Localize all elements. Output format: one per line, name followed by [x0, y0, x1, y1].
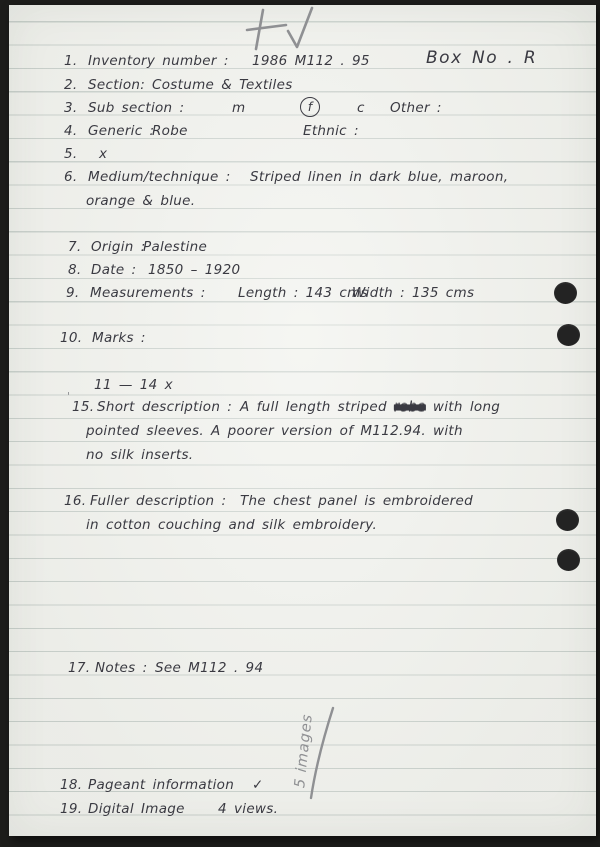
field-number: 7. [68, 239, 82, 255]
field-value: Costume & Textiles [152, 77, 293, 93]
field-value: x [99, 146, 108, 162]
field-label: Pageant information [88, 777, 235, 793]
ethnic-label: Ethnic : [303, 123, 359, 139]
field-number: 9. [66, 285, 80, 301]
field-value: Palestine [143, 239, 208, 255]
field-value: in cotton couching and silk embroidery. [86, 517, 378, 533]
field-number: 18. [60, 777, 83, 793]
field-sub-section [0, 97, 600, 119]
field-label: Notes : [95, 660, 148, 676]
field-label: Origin : [91, 239, 146, 255]
length-value: Length : 143 cms [238, 285, 368, 301]
field-value: pointed sleeves. A poorer version of M112.94. with [86, 423, 463, 439]
field-value: Robe [152, 123, 188, 139]
field-value: A full length striped robe with long [240, 399, 501, 415]
field-number: 10. [60, 330, 83, 346]
pre15-pencil-mark: ' [67, 390, 71, 403]
skipped-range-text: 11 — 14 x [94, 377, 173, 393]
hole-punch-dot [554, 282, 577, 304]
field-number: 1. [64, 53, 78, 69]
field-fuller-description [0, 490, 600, 512]
field-date [0, 259, 600, 281]
field-number: 15. [72, 399, 95, 415]
field-notes [0, 657, 600, 679]
field-number: 2. [64, 77, 78, 93]
hole-punch-dot [557, 324, 580, 346]
field-digital-image [0, 798, 600, 820]
field-label: Section: [88, 77, 146, 93]
field-value: 1850 – 1920 [148, 262, 241, 278]
hole-punch-dot [557, 549, 580, 571]
field-label: Date : [91, 262, 137, 278]
field-origin [0, 236, 600, 258]
field-label: Marks : [92, 330, 146, 346]
field-medium-technique-cont [0, 190, 600, 212]
field-label: Digital Image [88, 801, 185, 817]
width-value: Width : 135 cms [352, 285, 475, 301]
circled-option-f: f [300, 97, 320, 119]
field-number: 19. [60, 801, 83, 817]
field-label: Fuller description : [90, 493, 227, 509]
field-label: Sub section : [88, 100, 185, 116]
field-pageant-information [0, 774, 600, 796]
option-m: m [232, 100, 246, 116]
field-value: orange & blue. [86, 193, 196, 209]
field-number: 8. [68, 262, 82, 278]
field-measurements [0, 282, 600, 304]
field-medium-technique [0, 166, 600, 188]
field-value: 4 views. [218, 801, 279, 817]
field-label: Measurements : [90, 285, 206, 301]
field-value: 1986 M112 . 95 [252, 53, 370, 69]
strikethrough-word: robe [393, 399, 426, 415]
field-generic [0, 120, 600, 142]
field-number: 3. [64, 100, 78, 116]
field-number: 17. [68, 660, 91, 676]
field-short-description-cont2 [0, 444, 600, 466]
field-number: 16. [64, 493, 87, 509]
field-label: Medium/technique : [88, 169, 231, 185]
field-short-description-cont [0, 420, 600, 442]
field-value: Striped linen in dark blue, maroon, [250, 169, 509, 185]
field-number: 6. [64, 169, 78, 185]
field-inventory-number [0, 50, 600, 72]
box-number: Box No . R [426, 48, 538, 68]
other-label: Other : [390, 100, 442, 116]
field-marks [0, 327, 600, 349]
field-label: Inventory number : [88, 53, 229, 69]
field-label: Generic : [88, 123, 155, 139]
field-value: See M112 . 94 [155, 660, 264, 676]
field-short-description [0, 396, 600, 418]
field-value: The chest panel is embroidered [240, 493, 474, 509]
field-item5 [0, 143, 600, 165]
field-label: Short description : [97, 399, 233, 415]
pencil-side-note: 5 images [292, 712, 316, 789]
option-c: c [357, 100, 365, 116]
field-section [0, 74, 600, 96]
field-number: 5. [64, 146, 78, 162]
hole-punch-dot [556, 509, 579, 531]
check-icon: ✓ [252, 777, 264, 793]
field-value: no silk inserts. [86, 447, 194, 463]
field-number: 4. [64, 123, 78, 139]
field-fuller-description-cont [0, 514, 600, 536]
